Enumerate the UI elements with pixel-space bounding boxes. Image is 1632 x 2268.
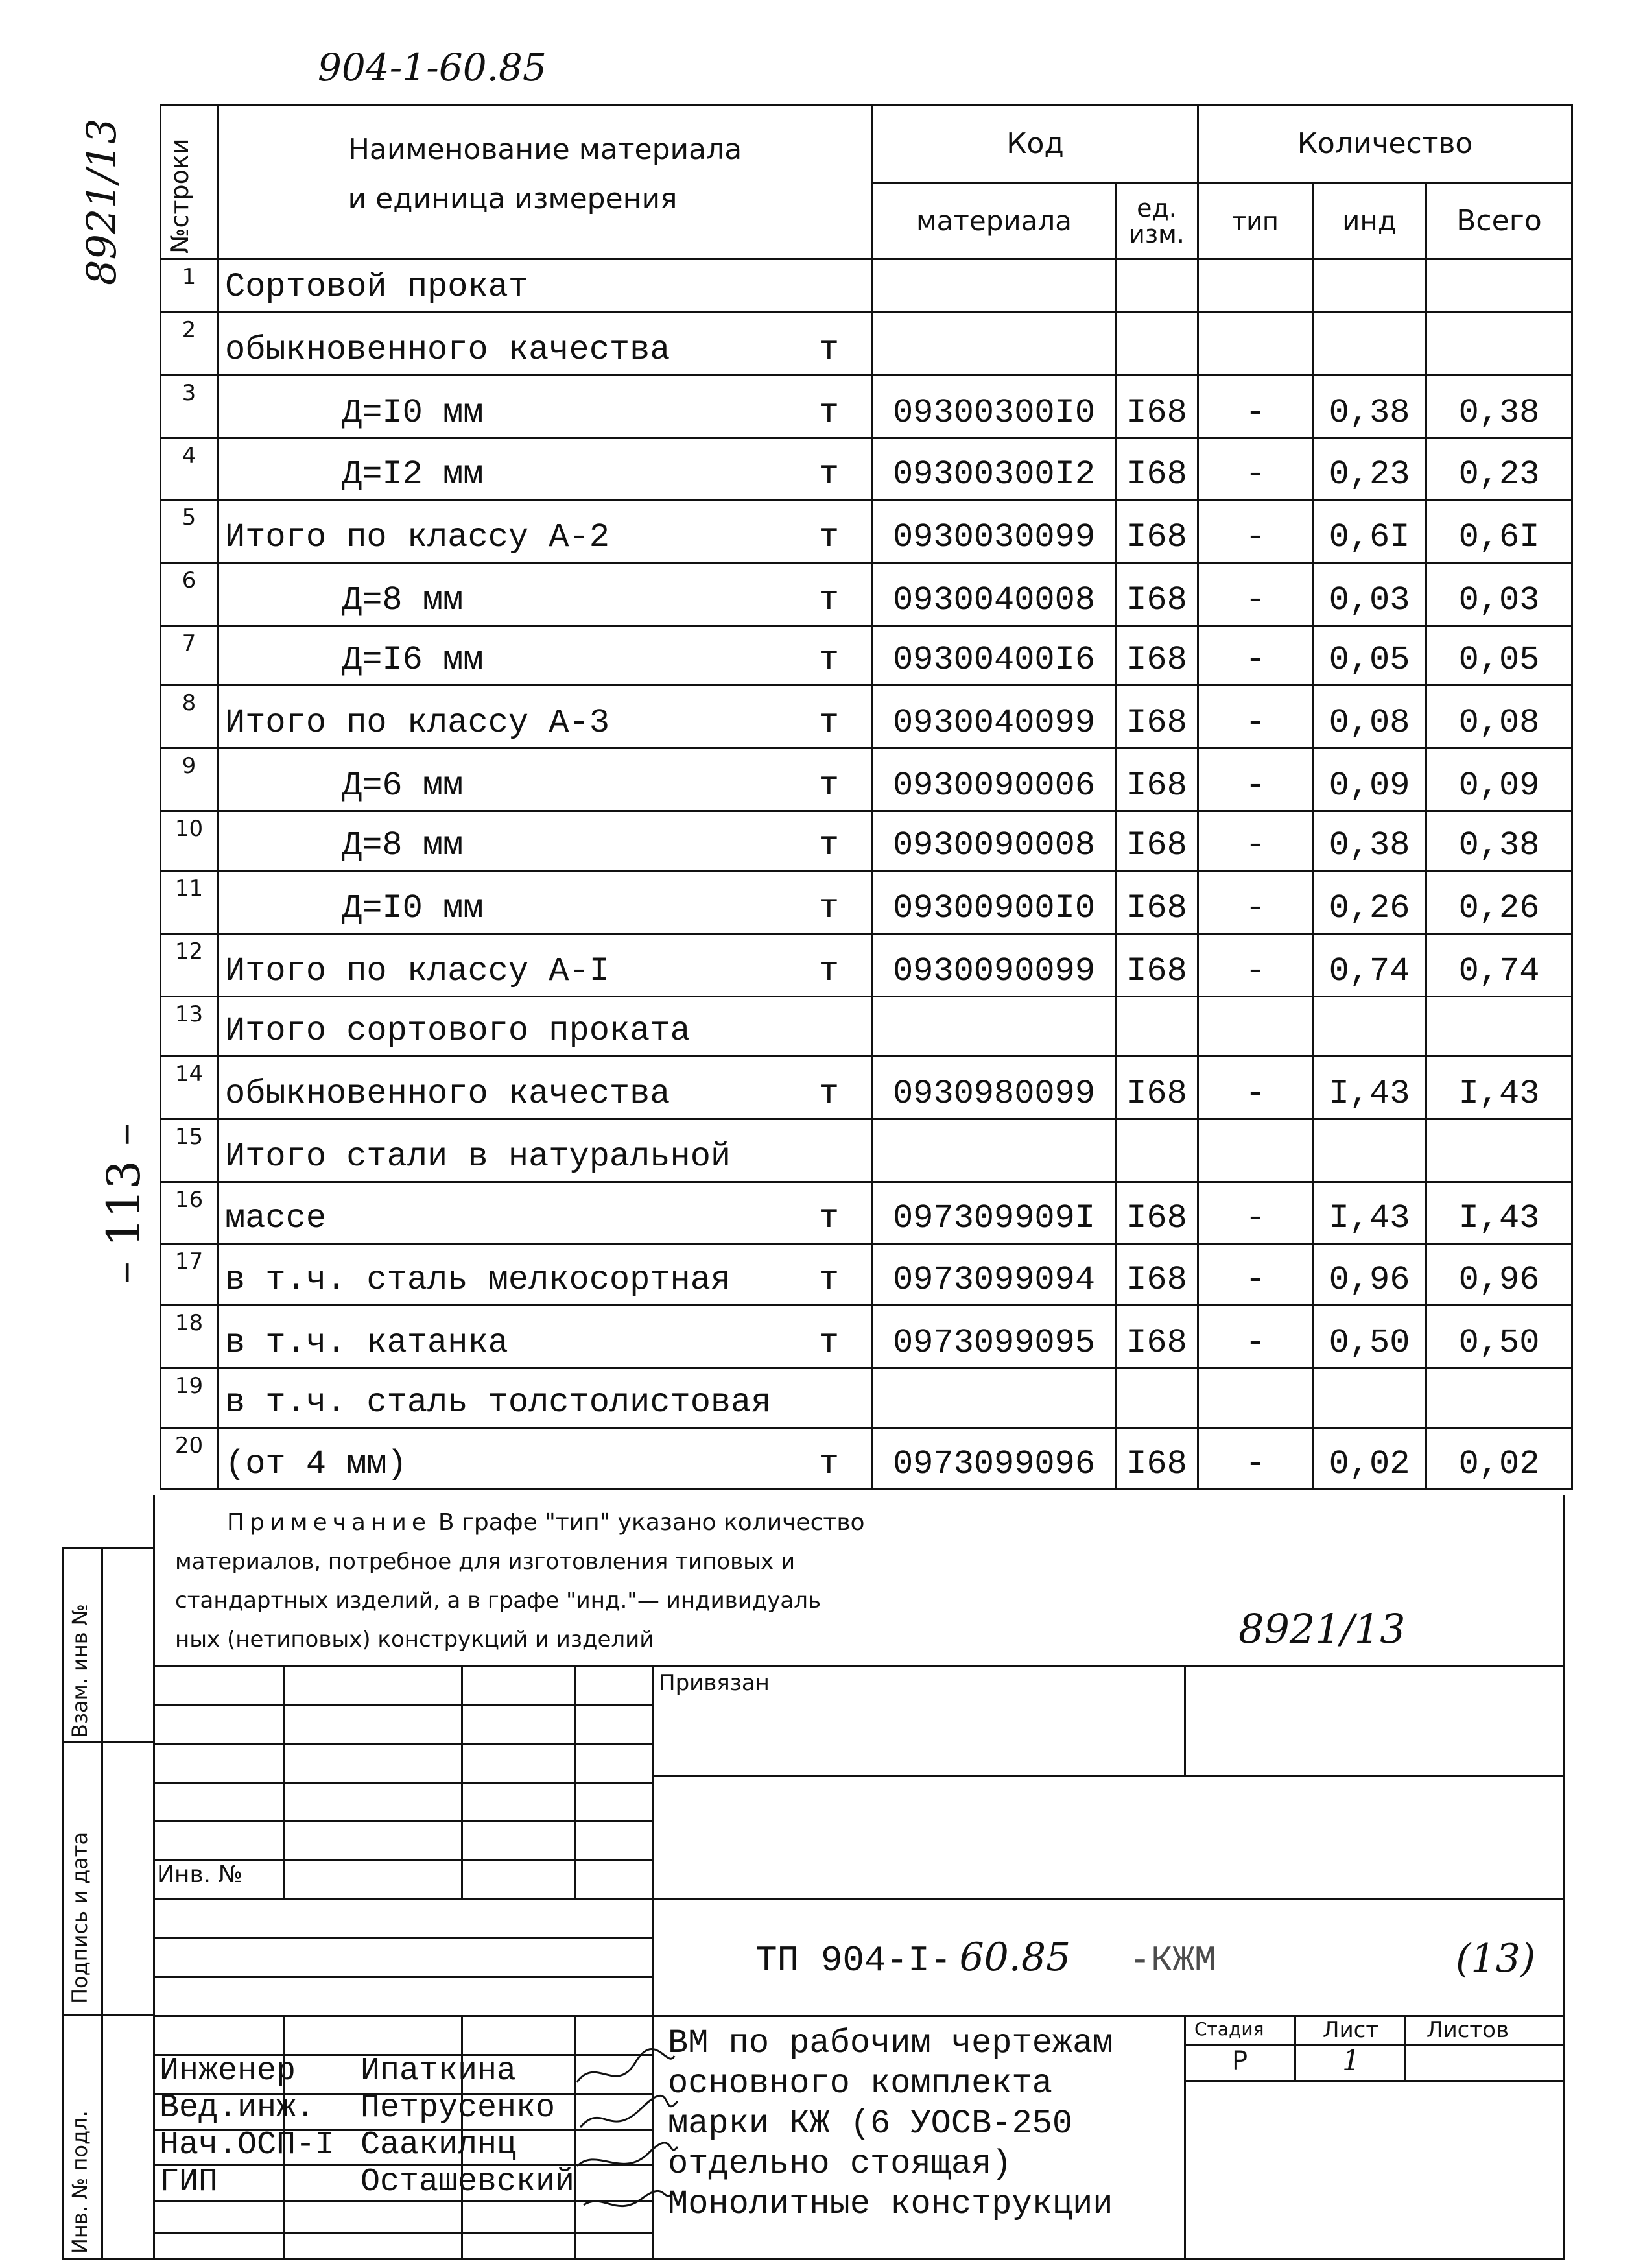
qty-ind bbox=[1313, 259, 1426, 313]
qty-total bbox=[1426, 259, 1572, 313]
material-code bbox=[873, 259, 1116, 313]
material-unit: т bbox=[818, 455, 839, 494]
side-label-replacement-inv: Взам. инв № bbox=[67, 1603, 92, 1738]
qty-typ: - bbox=[1198, 811, 1313, 871]
material-name: Д=6 мм bbox=[342, 767, 464, 805]
material-code: 0973099094 bbox=[873, 1244, 1116, 1306]
qty-ind: 0,02 bbox=[1313, 1428, 1426, 1490]
header-qty-typ: тип bbox=[1198, 183, 1313, 259]
qty-total: 0,03 bbox=[1426, 563, 1572, 626]
qty-ind: 0,05 bbox=[1313, 626, 1426, 686]
table-row bbox=[161, 871, 1572, 934]
qty-typ: - bbox=[1198, 934, 1313, 997]
qty-total: 0,38 bbox=[1426, 376, 1572, 438]
material-code: 0930090099 bbox=[873, 934, 1116, 997]
table-row bbox=[161, 1182, 1572, 1244]
material-name: в т.ч. сталь толстолистовая bbox=[225, 1383, 772, 1422]
qty-total: 0,38 bbox=[1426, 811, 1572, 871]
row-number: 18 bbox=[161, 1306, 218, 1368]
table-row bbox=[161, 313, 1572, 376]
qty-typ bbox=[1198, 1119, 1313, 1182]
qty-typ: - bbox=[1198, 1428, 1313, 1490]
sheet-number-handwritten: (13) bbox=[1456, 1936, 1536, 1981]
row-number: 12 bbox=[161, 934, 218, 997]
side-label-original-inv: Инв. № подл. bbox=[67, 2110, 92, 2254]
unit-code: I68 bbox=[1116, 1244, 1198, 1306]
material-code: 0973099095 bbox=[873, 1306, 1116, 1368]
qty-ind: 0,6I bbox=[1313, 500, 1426, 563]
table-row bbox=[161, 1306, 1572, 1368]
qty-total: 0,6I bbox=[1426, 500, 1572, 563]
row-number: 1 bbox=[161, 259, 218, 313]
qty-typ bbox=[1198, 313, 1313, 376]
material-name: Д=I0 мм bbox=[342, 394, 484, 432]
material-code: 09300400I6 bbox=[873, 626, 1116, 686]
qty-ind: 0,74 bbox=[1313, 934, 1426, 997]
qty-ind bbox=[1313, 997, 1426, 1056]
row-number: 14 bbox=[161, 1056, 218, 1119]
row-number: 8 bbox=[161, 686, 218, 748]
material-code: 097309909I bbox=[873, 1182, 1116, 1244]
unit-code bbox=[1116, 259, 1198, 313]
qty-typ: - bbox=[1198, 686, 1313, 748]
material-unit: т bbox=[818, 331, 839, 369]
unit-code bbox=[1116, 997, 1198, 1056]
material-unit: т bbox=[818, 518, 839, 556]
unit-code: I68 bbox=[1116, 626, 1198, 686]
qty-ind: 0,38 bbox=[1313, 811, 1426, 871]
material-unit: т bbox=[818, 889, 839, 927]
header-row-no: №строки bbox=[161, 105, 218, 259]
stage-value: Р bbox=[1232, 2046, 1248, 2076]
qty-typ: - bbox=[1198, 871, 1313, 934]
table-row bbox=[161, 686, 1572, 748]
table-row bbox=[161, 811, 1572, 871]
qty-typ: - bbox=[1198, 626, 1313, 686]
material-name: обыкновенного качества bbox=[225, 331, 670, 369]
material-code: 0930040099 bbox=[873, 686, 1116, 748]
table-body bbox=[161, 259, 1572, 1490]
material-name-cell bbox=[218, 376, 873, 438]
material-name-cell bbox=[218, 259, 873, 313]
material-unit: т bbox=[818, 952, 839, 990]
qty-total: I,43 bbox=[1426, 1182, 1572, 1244]
row-number: 11 bbox=[161, 871, 218, 934]
table-row bbox=[161, 748, 1572, 811]
material-code bbox=[873, 313, 1116, 376]
qty-typ: - bbox=[1198, 1306, 1313, 1368]
material-name-cell bbox=[218, 811, 873, 871]
document-code: ТП 904-I- 60.85 -КЖМ bbox=[755, 1935, 1216, 1981]
material-name: Д=I0 мм bbox=[342, 889, 484, 927]
qty-typ: - bbox=[1198, 563, 1313, 626]
qty-ind: 0,09 bbox=[1313, 748, 1426, 811]
unit-code: I68 bbox=[1116, 934, 1198, 997]
qty-ind: 0,50 bbox=[1313, 1306, 1426, 1368]
material-code: 0930980099 bbox=[873, 1056, 1116, 1119]
material-unit: т bbox=[818, 394, 839, 432]
qty-typ: - bbox=[1198, 748, 1313, 811]
table-row bbox=[161, 1119, 1572, 1182]
qty-ind: 0,03 bbox=[1313, 563, 1426, 626]
material-code: 09300300I0 bbox=[873, 376, 1116, 438]
table-row bbox=[161, 626, 1572, 686]
qty-typ: - bbox=[1198, 1056, 1313, 1119]
material-name: Д=8 мм bbox=[342, 826, 464, 865]
unit-code bbox=[1116, 1368, 1198, 1428]
table-row bbox=[161, 563, 1572, 626]
unit-code: I68 bbox=[1116, 1428, 1198, 1490]
material-name: Д=8 мм bbox=[342, 581, 464, 619]
material-unit: т bbox=[818, 581, 839, 619]
qty-total bbox=[1426, 313, 1572, 376]
material-name-cell bbox=[218, 1428, 873, 1490]
material-name: в т.ч. катанка bbox=[225, 1324, 508, 1362]
row-number: 2 bbox=[161, 313, 218, 376]
unit-code: I68 bbox=[1116, 500, 1198, 563]
row-number: 6 bbox=[161, 563, 218, 626]
table-row bbox=[161, 1056, 1572, 1119]
material-code: 09300300I2 bbox=[873, 438, 1116, 500]
material-unit: т bbox=[818, 1075, 839, 1113]
staff-list: Инженер Ипаткина Вед.инж. Петрусенко Нач.ОСП-I Саакилнц ГИП Осташевский bbox=[160, 2053, 575, 2201]
material-name-cell bbox=[218, 1056, 873, 1119]
qty-total: 0,74 bbox=[1426, 934, 1572, 997]
unit-code: I68 bbox=[1116, 748, 1198, 811]
material-code: 0930090008 bbox=[873, 811, 1116, 871]
qty-ind: 0,26 bbox=[1313, 871, 1426, 934]
unit-code bbox=[1116, 313, 1198, 376]
material-name-cell bbox=[218, 871, 873, 934]
material-name: (от 4 мм) bbox=[225, 1445, 407, 1483]
table-row bbox=[161, 500, 1572, 563]
material-name-cell bbox=[218, 1368, 873, 1428]
material-name: Итого по классу А-2 bbox=[225, 518, 609, 556]
material-code: 0930040008 bbox=[873, 563, 1116, 626]
material-code: 0973099096 bbox=[873, 1428, 1116, 1490]
material-name: обыкновенного качества bbox=[225, 1075, 670, 1113]
material-name: Итого сортового проката bbox=[225, 1012, 691, 1050]
material-name-cell bbox=[218, 1182, 873, 1244]
qty-total bbox=[1426, 997, 1572, 1056]
qty-ind: 0,38 bbox=[1313, 376, 1426, 438]
qty-total: 0,05 bbox=[1426, 626, 1572, 686]
material-code: 0930030099 bbox=[873, 500, 1116, 563]
material-name-cell bbox=[218, 438, 873, 500]
qty-total: 0,26 bbox=[1426, 871, 1572, 934]
row-number: 13 bbox=[161, 997, 218, 1056]
unit-code: I68 bbox=[1116, 1056, 1198, 1119]
material-name: Итого по классу А-I bbox=[225, 952, 609, 990]
qty-total: 0,23 bbox=[1426, 438, 1572, 500]
qty-ind: I,43 bbox=[1313, 1056, 1426, 1119]
table-row bbox=[161, 1428, 1572, 1490]
qty-total bbox=[1426, 1119, 1572, 1182]
row-number: 17 bbox=[161, 1244, 218, 1306]
qty-ind bbox=[1313, 1368, 1426, 1428]
unit-code: I68 bbox=[1116, 686, 1198, 748]
document-number-handwritten: 904-1-60.85 bbox=[318, 45, 547, 90]
qty-ind: 0,96 bbox=[1313, 1244, 1426, 1306]
qty-total bbox=[1426, 1368, 1572, 1428]
row-number: 10 bbox=[161, 811, 218, 871]
material-unit: т bbox=[818, 704, 839, 742]
header-name: Наименование материала и единица измерения bbox=[218, 105, 873, 259]
header-quantity: Количество bbox=[1198, 105, 1572, 183]
qty-typ: - bbox=[1198, 438, 1313, 500]
material-unit: т bbox=[818, 826, 839, 865]
material-name: массе bbox=[225, 1199, 327, 1237]
material-name: Д=I6 мм bbox=[342, 641, 484, 679]
unit-code: I68 bbox=[1116, 1182, 1198, 1244]
row-number: 3 bbox=[161, 376, 218, 438]
side-label-signature-date: Подпись и дата bbox=[67, 1832, 92, 2004]
qty-ind: 0,08 bbox=[1313, 686, 1426, 748]
material-unit: т bbox=[818, 641, 839, 679]
unit-code: I68 bbox=[1116, 438, 1198, 500]
qty-ind bbox=[1313, 1119, 1426, 1182]
qty-total: 0,08 bbox=[1426, 686, 1572, 748]
qty-typ bbox=[1198, 259, 1313, 313]
header-code: Код bbox=[873, 105, 1198, 183]
material-name-cell bbox=[218, 1306, 873, 1368]
material-name: Итого стали в натуральной bbox=[225, 1138, 731, 1176]
material-name: Д=I2 мм bbox=[342, 455, 484, 494]
inventory-number-label: Инв. № bbox=[157, 1861, 243, 1888]
row-number: 19 bbox=[161, 1368, 218, 1428]
note-handwritten-number: 8921/13 bbox=[1238, 1605, 1406, 1653]
material-name-cell bbox=[218, 500, 873, 563]
material-name-cell bbox=[218, 1119, 873, 1182]
attached-label: Привязан bbox=[659, 1670, 770, 1696]
qty-total: 0,50 bbox=[1426, 1306, 1572, 1368]
qty-ind: I,43 bbox=[1313, 1182, 1426, 1244]
header-code-unit: ед. изм. bbox=[1116, 183, 1198, 259]
material-unit: т bbox=[818, 1324, 839, 1362]
material-name-cell bbox=[218, 748, 873, 811]
margin-page-number: – 113 – bbox=[97, 1123, 150, 1284]
table-row bbox=[161, 438, 1572, 500]
qty-typ: - bbox=[1198, 1244, 1313, 1306]
material-name-cell bbox=[218, 1244, 873, 1306]
table-row bbox=[161, 259, 1572, 313]
materials-table bbox=[160, 104, 1573, 1490]
header-qty-total: Всего bbox=[1426, 183, 1572, 259]
unit-code: I68 bbox=[1116, 871, 1198, 934]
document-title: ВМ по рабочим чертежам основного комплекта марки КЖ (6 УОСВ-250 отдельно стоящая) Монолитные конструкции bbox=[668, 2024, 1113, 2223]
row-number: 15 bbox=[161, 1119, 218, 1182]
signatures bbox=[571, 2043, 681, 2257]
material-name-cell bbox=[218, 626, 873, 686]
unit-code: I68 bbox=[1116, 811, 1198, 871]
sheet-header: Лист bbox=[1323, 2017, 1379, 2043]
row-number: 7 bbox=[161, 626, 218, 686]
material-code: 09300900I0 bbox=[873, 871, 1116, 934]
table-row bbox=[161, 1368, 1572, 1428]
material-unit: т bbox=[818, 767, 839, 805]
material-name-cell bbox=[218, 686, 873, 748]
qty-ind: 0,23 bbox=[1313, 438, 1426, 500]
unit-code bbox=[1116, 1119, 1198, 1182]
qty-typ: - bbox=[1198, 1182, 1313, 1244]
margin-archive-note: 8921/13 bbox=[78, 118, 125, 285]
qty-total: 0,02 bbox=[1426, 1428, 1572, 1490]
table-row bbox=[161, 997, 1572, 1056]
row-number: 4 bbox=[161, 438, 218, 500]
material-unit: т bbox=[818, 1261, 839, 1299]
table-row bbox=[161, 1244, 1572, 1306]
material-unit: т bbox=[818, 1199, 839, 1237]
qty-total: 0,09 bbox=[1426, 748, 1572, 811]
note-label: Примечание bbox=[227, 1509, 432, 1536]
material-code: 0930090006 bbox=[873, 748, 1116, 811]
material-name: в т.ч. сталь мелкосортная bbox=[225, 1261, 731, 1299]
qty-typ: - bbox=[1198, 376, 1313, 438]
qty-typ bbox=[1198, 1368, 1313, 1428]
header-code-material: материала bbox=[873, 183, 1116, 259]
row-number: 9 bbox=[161, 748, 218, 811]
unit-code: I68 bbox=[1116, 376, 1198, 438]
material-name: Итого по классу А-3 bbox=[225, 704, 609, 742]
material-code bbox=[873, 1368, 1116, 1428]
note-text: Примечание В графе "тип" указано количество материалов, потребное для изготовления типовых и стандартных изделий, а в графе "инд."— индивидуаль ных (нетиповых) конструкций и изделий bbox=[175, 1509, 865, 1653]
unit-code: I68 bbox=[1116, 1306, 1198, 1368]
qty-ind bbox=[1313, 313, 1426, 376]
material-code bbox=[873, 997, 1116, 1056]
row-number: 5 bbox=[161, 500, 218, 563]
qty-total: 0,96 bbox=[1426, 1244, 1572, 1306]
material-name-cell bbox=[218, 934, 873, 997]
material-name: Сортовой прокат bbox=[225, 268, 529, 306]
material-name-cell bbox=[218, 313, 873, 376]
material-name-cell bbox=[218, 563, 873, 626]
qty-total: I,43 bbox=[1426, 1056, 1572, 1119]
sheet-value: 1 bbox=[1342, 2044, 1360, 2077]
material-code bbox=[873, 1119, 1116, 1182]
material-unit: т bbox=[818, 1445, 839, 1483]
table-row bbox=[161, 934, 1572, 997]
header-qty-ind: инд bbox=[1313, 183, 1426, 259]
row-number: 20 bbox=[161, 1428, 218, 1490]
unit-code: I68 bbox=[1116, 563, 1198, 626]
table-row bbox=[161, 376, 1572, 438]
row-number: 16 bbox=[161, 1182, 218, 1244]
qty-typ: - bbox=[1198, 500, 1313, 563]
material-name-cell bbox=[218, 997, 873, 1056]
stage-header: Стадия bbox=[1194, 2018, 1264, 2040]
sheets-header: Листов bbox=[1426, 2017, 1509, 2043]
qty-typ bbox=[1198, 997, 1313, 1056]
